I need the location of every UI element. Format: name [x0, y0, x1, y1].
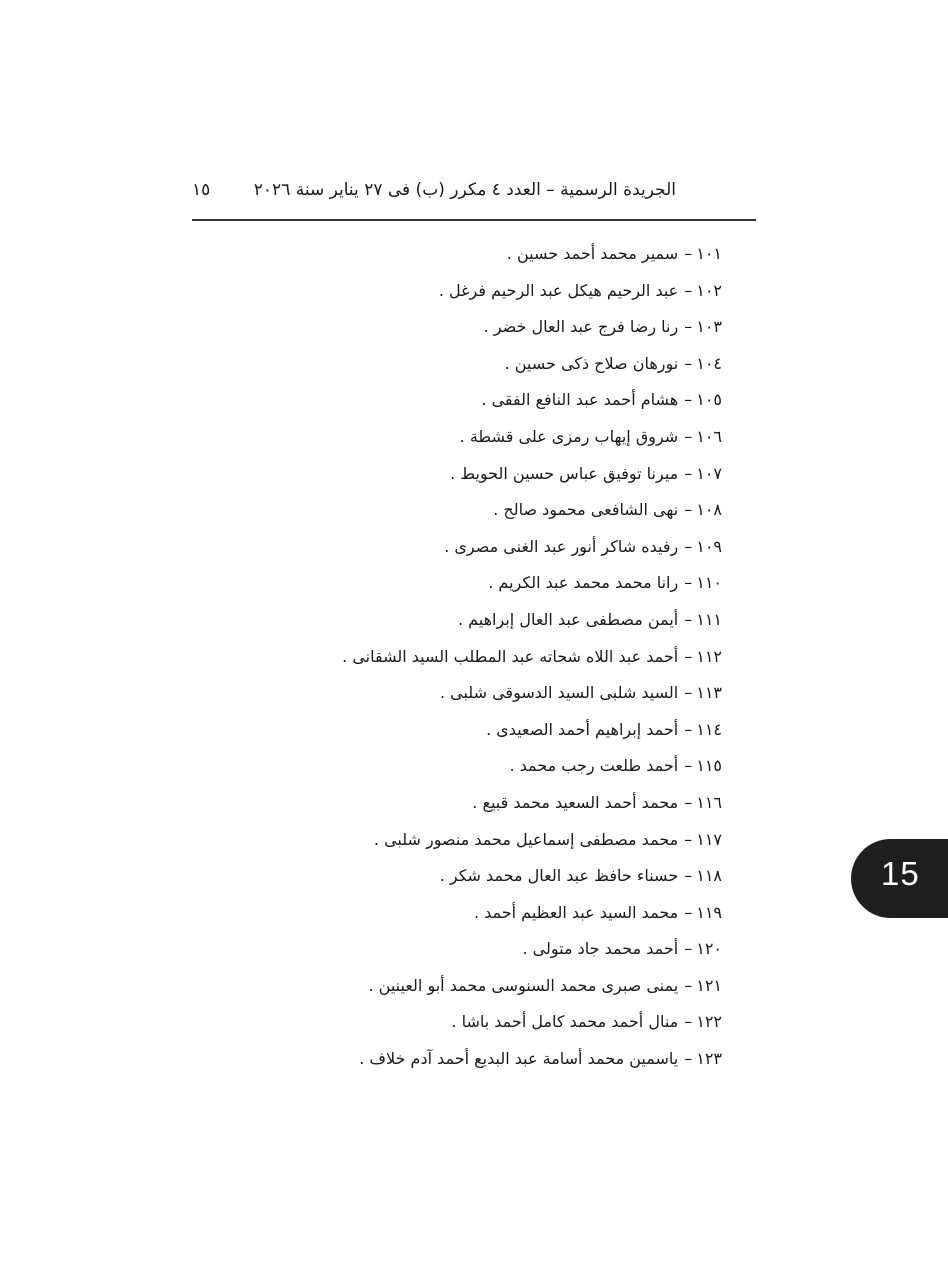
list-item	[302, 785, 722, 822]
entry-name: نهى الشافعى محمود صالح .	[493, 500, 679, 520]
entry-name: محمد السيد عبد العظيم أحمد .	[473, 902, 679, 922]
entry-separator: –	[684, 317, 693, 337]
page-number-tab	[851, 839, 948, 918]
entry-name: أحمد محمد جاد متولى .	[522, 939, 679, 959]
list-item	[302, 273, 722, 310]
entry-number: ١٢١	[696, 975, 722, 995]
entry-name: أيمن مصطفى عبد العال إبراهيم .	[457, 609, 679, 629]
entry-name: محمد مصطفى إسماعيل محمد منصور شلبى .	[373, 829, 679, 849]
entry-number: ١٢٠	[696, 939, 722, 959]
list-item	[302, 346, 722, 383]
gazette-title: الجريدة الرسمية – العدد ٤ مكرر (ب) فى ٢٧ يناير سنة ٢٠٢٦	[253, 180, 676, 200]
entry-name: محمد أحمد السعيد محمد قبيع .	[472, 792, 679, 812]
entry-separator: –	[684, 390, 693, 410]
entry-number: ١١٨	[696, 866, 722, 886]
entry-number: ١١٩	[696, 902, 722, 922]
entry-number: ١١١	[696, 609, 722, 629]
header-divider	[192, 219, 756, 221]
list-item	[302, 236, 722, 273]
entry-separator: –	[684, 1012, 693, 1032]
entry-number: ١٠٢	[696, 280, 722, 300]
entry-separator: –	[684, 866, 693, 886]
list-item	[302, 712, 722, 749]
entry-name: سمير محمد أحمد حسين .	[506, 244, 679, 263]
entry-number: ١١٣	[696, 683, 722, 703]
entry-name: أحمد إبراهيم أحمد الصعيدى .	[486, 719, 679, 739]
entry-separator: –	[684, 792, 693, 812]
entry-number: ١٠١	[696, 244, 722, 263]
entry-separator: –	[684, 829, 693, 849]
entry-name: منال أحمد محمد كامل أحمد باشا .	[451, 1012, 679, 1032]
entry-separator: –	[684, 426, 693, 446]
entry-number: ١١٥	[696, 756, 722, 776]
name-list	[302, 236, 722, 1078]
entry-separator: –	[684, 609, 693, 629]
list-item	[302, 639, 722, 676]
entry-name: أحمد طلعت رجب محمد .	[509, 756, 679, 776]
list-item	[302, 529, 722, 566]
list-item	[302, 968, 722, 1005]
entry-number: ١١٧	[696, 829, 722, 849]
entry-separator: –	[684, 719, 693, 739]
list-item	[302, 748, 722, 785]
entry-separator: –	[684, 536, 693, 556]
entry-name: رانا محمد محمد عبد الكريم .	[488, 573, 679, 593]
entry-number: ١١٤	[696, 719, 722, 739]
list-item	[302, 931, 722, 968]
entry-number: ١١٦	[696, 792, 722, 812]
page-header	[190, 180, 756, 210]
entry-separator: –	[684, 646, 693, 666]
entry-name: رنا رضا فرج عبد العال خضر .	[483, 317, 679, 337]
entry-number: ١٠٨	[696, 500, 722, 520]
entry-name: ياسمين محمد أسامة عبد البديع أحمد آدم خلاف .	[359, 1049, 679, 1069]
list-item	[302, 675, 722, 712]
entry-number: ١١٠	[696, 573, 722, 593]
entry-number: ١١٢	[696, 646, 722, 666]
list-item	[302, 1004, 722, 1041]
entry-number: ١٠٥	[696, 390, 722, 410]
list-item	[302, 858, 722, 895]
entry-separator: –	[684, 756, 693, 776]
entry-separator: –	[684, 353, 693, 373]
entry-separator: –	[684, 244, 693, 263]
entry-separator: –	[684, 902, 693, 922]
list-item	[302, 492, 722, 529]
list-item	[302, 565, 722, 602]
entry-number: ١٠٧	[696, 463, 722, 483]
list-item	[302, 1041, 722, 1078]
entry-name: عبد الرحيم هيكل عبد الرحيم فرغل .	[438, 280, 679, 300]
entry-number: ١٢٣	[696, 1049, 722, 1069]
entry-name: حسناء حافظ عبد العال محمد شكر .	[439, 866, 679, 886]
entry-number: ١٢٢	[696, 1012, 722, 1032]
entry-separator: –	[684, 463, 693, 483]
list-item	[302, 456, 722, 493]
header-page-number: ١٥	[192, 180, 211, 200]
list-item	[302, 419, 722, 456]
entry-separator: –	[684, 975, 693, 995]
entry-separator: –	[684, 683, 693, 703]
entry-separator: –	[684, 939, 693, 959]
entry-number: ١٠٦	[696, 426, 722, 446]
entry-number: ١٠٣	[696, 317, 722, 337]
entry-name: يمنى صبرى محمد السنوسى محمد أبو العينين .	[368, 975, 679, 995]
entry-number: ١٠٩	[696, 536, 722, 556]
entry-name: أحمد عبد اللاه شحاته عبد المطلب السيد الشقانى .	[342, 646, 679, 666]
entry-name: نورهان صلاح ذكى حسين .	[504, 353, 679, 373]
list-item	[302, 309, 722, 346]
list-item	[302, 895, 722, 932]
list-item	[302, 602, 722, 639]
entry-name: هشام أحمد عبد النافع الفقى .	[481, 390, 679, 410]
entry-name: السيد شلبى السيد الدسوقى شلبى .	[439, 683, 679, 703]
page-tab-number: 15	[881, 855, 920, 892]
entry-number: ١٠٤	[696, 353, 722, 373]
entry-name: رفيده شاكر أنور عبد الغنى مصرى .	[444, 536, 679, 556]
list-item	[302, 382, 722, 419]
entry-separator: –	[684, 280, 693, 300]
entry-separator: –	[684, 500, 693, 520]
entry-separator: –	[684, 1049, 693, 1069]
entry-separator: –	[684, 573, 693, 593]
entry-name: ميرنا توفيق عباس حسين الحويط .	[450, 463, 679, 483]
entry-name: شروق إيهاب رمزى على قشطة .	[459, 426, 679, 446]
list-item	[302, 822, 722, 859]
